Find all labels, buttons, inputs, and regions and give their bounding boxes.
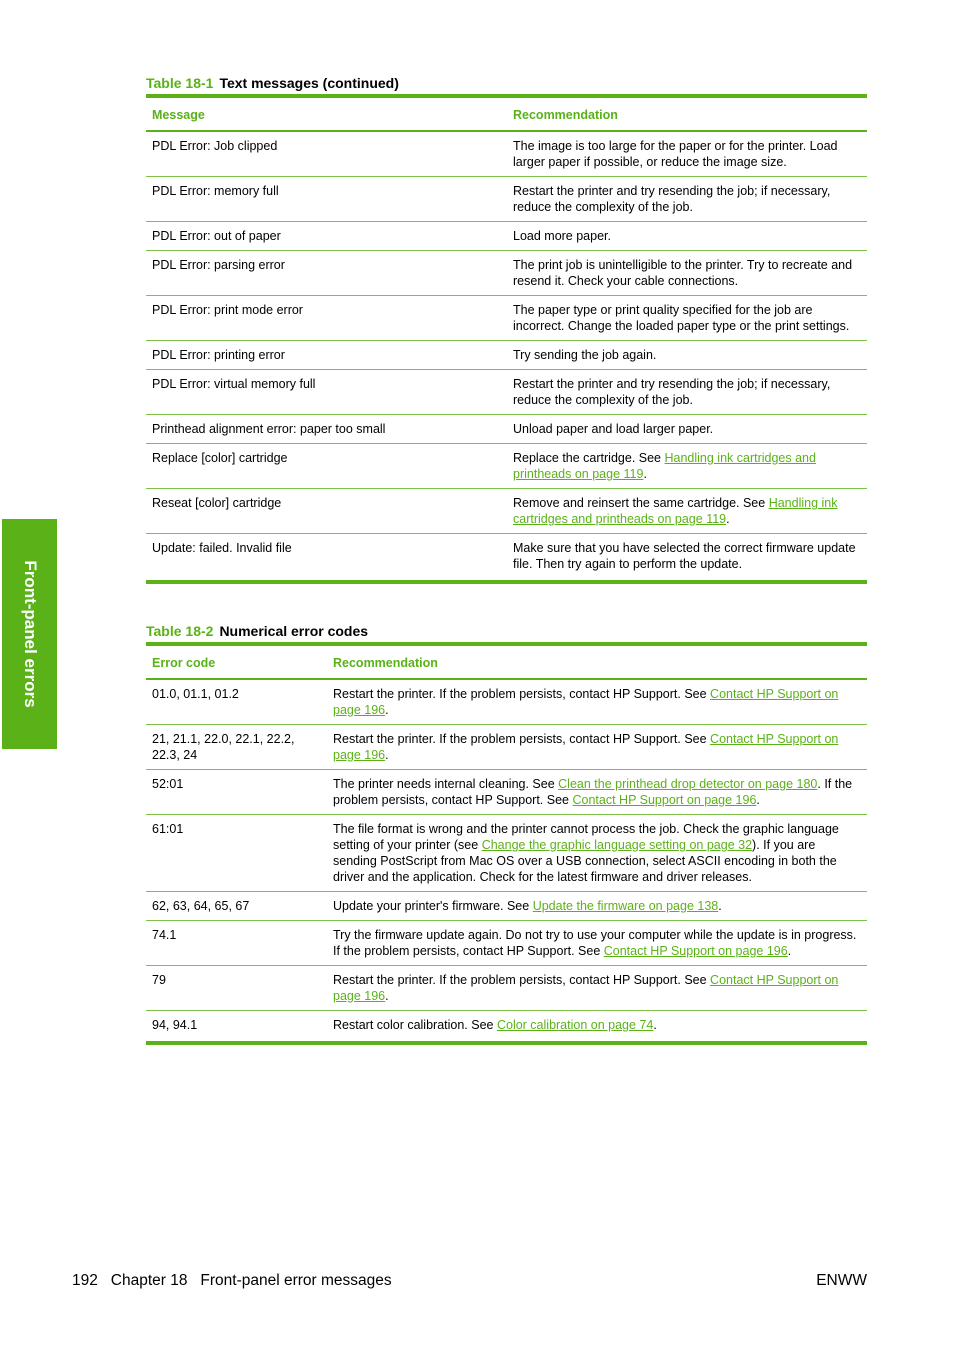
table-row [146, 131, 867, 177]
recommendation-text: Restart the printer and try resending the job; if necessary, reduce the complexity of the job. [513, 184, 831, 214]
recommendation-text: . [787, 944, 792, 958]
recommendation-cell [507, 341, 867, 370]
message-cell: Printhead alignment error: paper too small [146, 415, 507, 444]
cross-reference-link[interactable]: Contact HP Support on page 196 [333, 732, 839, 762]
message-cell: PDL Error: print mode error [146, 296, 507, 341]
cross-reference-link[interactable]: Contact HP Support on page 196 [603, 944, 788, 958]
table-row [146, 725, 867, 770]
table2-header-error-code: Error code [146, 644, 327, 679]
recommendation-text: Restart the printer. If the problem persists, contact HP Support. See [333, 687, 711, 701]
recommendation-cell [507, 296, 867, 341]
recommendation-text: Try the firmware update again. Do not try to use your computer while the update is in progress. If the problem persists, contact HP Support. See [333, 928, 857, 958]
recommendation-cell [327, 921, 867, 966]
table1-caption [146, 75, 399, 91]
table-row [146, 489, 867, 534]
table-row [146, 770, 867, 815]
recommendation-cell [327, 966, 867, 1011]
table1-header-recommendation: Recommendation [507, 96, 867, 131]
message-cell: 61:01 [146, 815, 327, 892]
message-cell: 79 [146, 966, 327, 1011]
recommendation-text: Restart the printer. If the problem persists, contact HP Support. See [333, 973, 711, 987]
message-cell: 94, 94.1 [146, 1011, 327, 1044]
table1-header-message: Message [146, 96, 507, 131]
table2-caption [146, 623, 368, 639]
recommendation-cell [327, 1011, 867, 1044]
message-cell: 52:01 [146, 770, 327, 815]
error-codes-table [146, 642, 867, 1045]
table2-number: Table 18-2 [146, 623, 214, 639]
message-cell: Reseat [color] cartridge [146, 489, 507, 534]
recommendation-cell [507, 415, 867, 444]
table1-title: Text messages (continued) [219, 75, 399, 91]
table-row [146, 921, 867, 966]
table-row [146, 679, 867, 725]
recommendation-text: The paper type or print quality specified for the job are incorrect. Change the loaded paper type or the print settings. [513, 303, 850, 333]
recommendation-cell [327, 770, 867, 815]
table-row [146, 415, 867, 444]
message-cell: PDL Error: parsing error [146, 251, 507, 296]
message-cell: PDL Error: memory full [146, 177, 507, 222]
recommendation-cell [327, 679, 867, 725]
recommendation-text: . [643, 467, 647, 481]
recommendation-cell [507, 222, 867, 251]
recommendation-text: Make sure that you have selected the correct firmware update file. Then try again to perform the update. [513, 541, 856, 571]
table-row [146, 341, 867, 370]
cross-reference-link[interactable]: Contact HP Support on page 196 [333, 973, 839, 1003]
cross-reference-link[interactable]: Color calibration on page 74 [496, 1018, 654, 1032]
recommendation-text: . [385, 703, 389, 717]
recommendation-cell [507, 534, 867, 583]
recommendation-text: . [385, 748, 389, 762]
recommendation-text: ). If you are sending PostScript from Mac OS over a USB connection, select ASCII encoding in both the driver and the application. Check for the latest firmware and driver releases. [333, 838, 837, 884]
cross-reference-link[interactable]: Handling ink cartridges and printheads on page 119 [513, 496, 838, 526]
table-row [146, 815, 867, 892]
footer-page-chapter: 192 Chapter 18 Front-panel error messages [72, 1272, 392, 1289]
cross-reference-link[interactable]: Contact HP Support on page 196 [572, 793, 757, 807]
recommendation-text: . [718, 899, 722, 913]
table-row [146, 296, 867, 341]
cross-reference-link[interactable]: Change the graphic language setting on page 32 [481, 838, 753, 852]
table-row [146, 966, 867, 1011]
message-cell: PDL Error: Job clipped [146, 131, 507, 177]
table-row [146, 892, 867, 921]
message-cell: 01.0, 01.1, 01.2 [146, 679, 327, 725]
recommendation-text: Restart color calibration. See [333, 1018, 497, 1032]
message-cell: Replace [color] cartridge [146, 444, 507, 489]
recommendation-text: Unload paper and load larger paper. [513, 422, 714, 436]
message-cell: 74.1 [146, 921, 327, 966]
recommendation-text: . If the problem persists, contact HP Support. See [333, 777, 853, 807]
recommendation-text: Remove and reinsert the same cartridge. See [513, 496, 769, 510]
recommendation-cell [327, 892, 867, 921]
recommendation-cell [327, 725, 867, 770]
table-row [146, 177, 867, 222]
recommendation-text: Update your printer's firmware. See [333, 899, 533, 913]
cross-reference-link[interactable]: Handling ink cartridges and printheads on page 119 [513, 451, 816, 481]
message-cell: PDL Error: printing error [146, 341, 507, 370]
table-row [146, 534, 867, 583]
recommendation-text: Replace the cartridge. See [513, 451, 665, 465]
table-row [146, 444, 867, 489]
recommendation-text: . [726, 512, 730, 526]
message-cell: PDL Error: out of paper [146, 222, 507, 251]
table-row [146, 370, 867, 415]
table-row [146, 222, 867, 251]
table1-header-row [146, 96, 867, 131]
side-tab-label: Front-panel errors [20, 560, 40, 708]
recommendation-text: The print job is unintelligible to the printer. Try to recreate and resend it. Check your cable connections. [513, 258, 853, 288]
message-cell: Update: failed. Invalid file [146, 534, 507, 583]
table1-number: Table 18-1 [146, 75, 214, 91]
side-tab [2, 519, 57, 749]
table-row [146, 251, 867, 296]
message-cell: 21, 21.1, 22.0, 22.1, 22.2, 22.3, 24 [146, 725, 327, 770]
recommendation-text: Restart the printer. If the problem persists, contact HP Support. See [333, 732, 711, 746]
table-row [146, 1011, 867, 1044]
table2-header-row [146, 644, 867, 679]
recommendation-cell [507, 177, 867, 222]
table2-title: Numerical error codes [219, 623, 369, 639]
recommendation-cell [507, 444, 867, 489]
table2-header-recommendation: Recommendation [327, 644, 867, 679]
recommendation-text: The printer needs internal cleaning. See [333, 777, 559, 791]
cross-reference-link[interactable]: Update the firmware on page 138 [532, 899, 719, 913]
recommendation-text: . [385, 989, 389, 1003]
recommendation-text: The file format is wrong and the printer cannot process the job. Check the graphic language setting of your printer (see [333, 822, 839, 852]
recommendation-cell [507, 251, 867, 296]
recommendation-text: . [653, 1018, 657, 1032]
recommendation-text: Restart the printer and try resending the job; if necessary, reduce the complexity of the job. [513, 377, 831, 407]
recommendation-cell [327, 815, 867, 892]
recommendation-text: The image is too large for the paper or for the printer. Load larger paper if possible, or reduce the image size. [513, 139, 838, 169]
recommendation-text: Load more paper. [513, 229, 611, 243]
recommendation-cell [507, 370, 867, 415]
recommendation-cell [507, 489, 867, 534]
cross-reference-link[interactable]: Clean the printhead drop detector on page 180 [558, 777, 818, 791]
cross-reference-link[interactable]: Contact HP Support on page 196 [333, 687, 839, 717]
recommendation-cell [507, 131, 867, 177]
message-cell: 62, 63, 64, 65, 67 [146, 892, 327, 921]
footer-enww: ENWW [816, 1272, 867, 1289]
message-cell: PDL Error: virtual memory full [146, 370, 507, 415]
recommendation-text: . [756, 793, 760, 807]
text-messages-table [146, 94, 867, 584]
recommendation-text: Try sending the job again. [513, 348, 657, 362]
